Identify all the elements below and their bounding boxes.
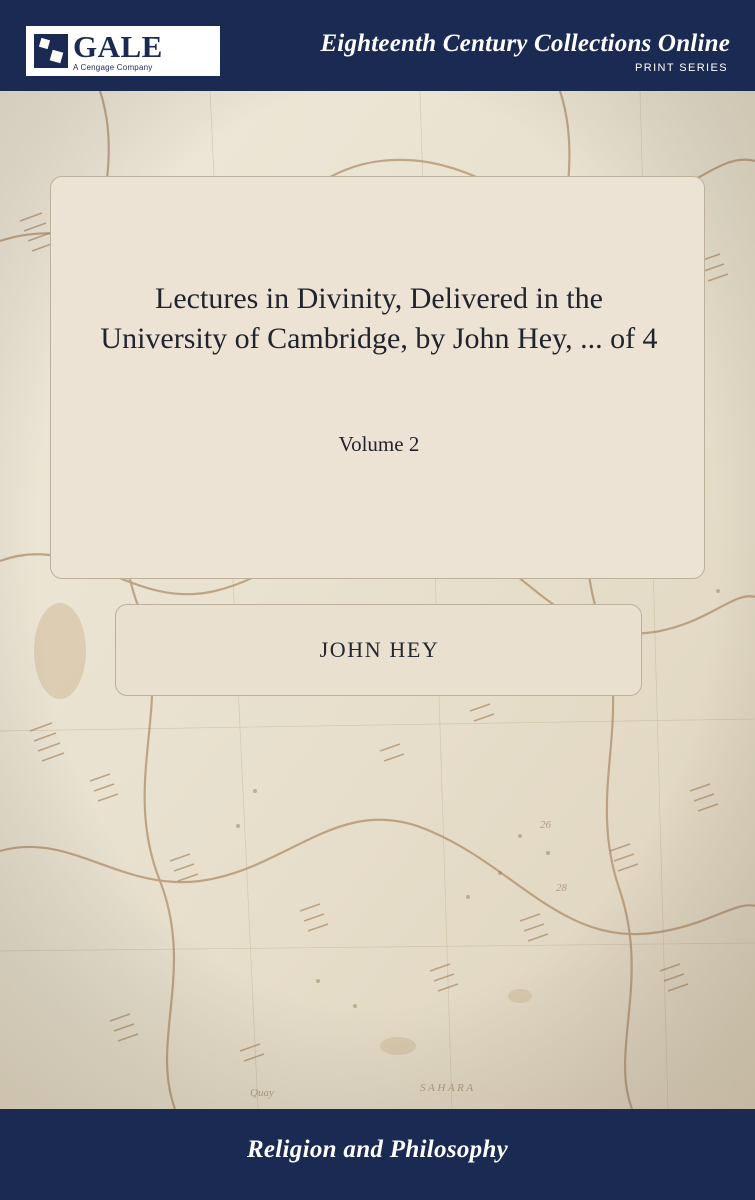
collection-title: Eighteenth Century Collections Online bbox=[320, 30, 730, 57]
gale-diamond-mark-icon bbox=[34, 34, 68, 68]
series-label: PRINT SERIES bbox=[634, 62, 728, 74]
gale-wordmark: GALE bbox=[73, 28, 163, 64]
gale-logo bbox=[26, 26, 220, 76]
subject-footer-band bbox=[0, 1109, 755, 1200]
title-plaque bbox=[50, 176, 705, 579]
book-author: JOHN HEY bbox=[319, 637, 440, 662]
publisher-header-band bbox=[0, 0, 755, 91]
book-volume: Volume 2 bbox=[338, 432, 420, 456]
gale-tagline: A Cengage Company bbox=[73, 62, 153, 72]
subject-label: Religion and Philosophy bbox=[246, 1136, 509, 1163]
author-plaque bbox=[115, 604, 642, 696]
book-title: Lectures in Divinity, Delivered in the University of Cambridge, by John Hey, ... of 4 bbox=[100, 282, 658, 355]
antique-map-background bbox=[0, 91, 755, 1109]
